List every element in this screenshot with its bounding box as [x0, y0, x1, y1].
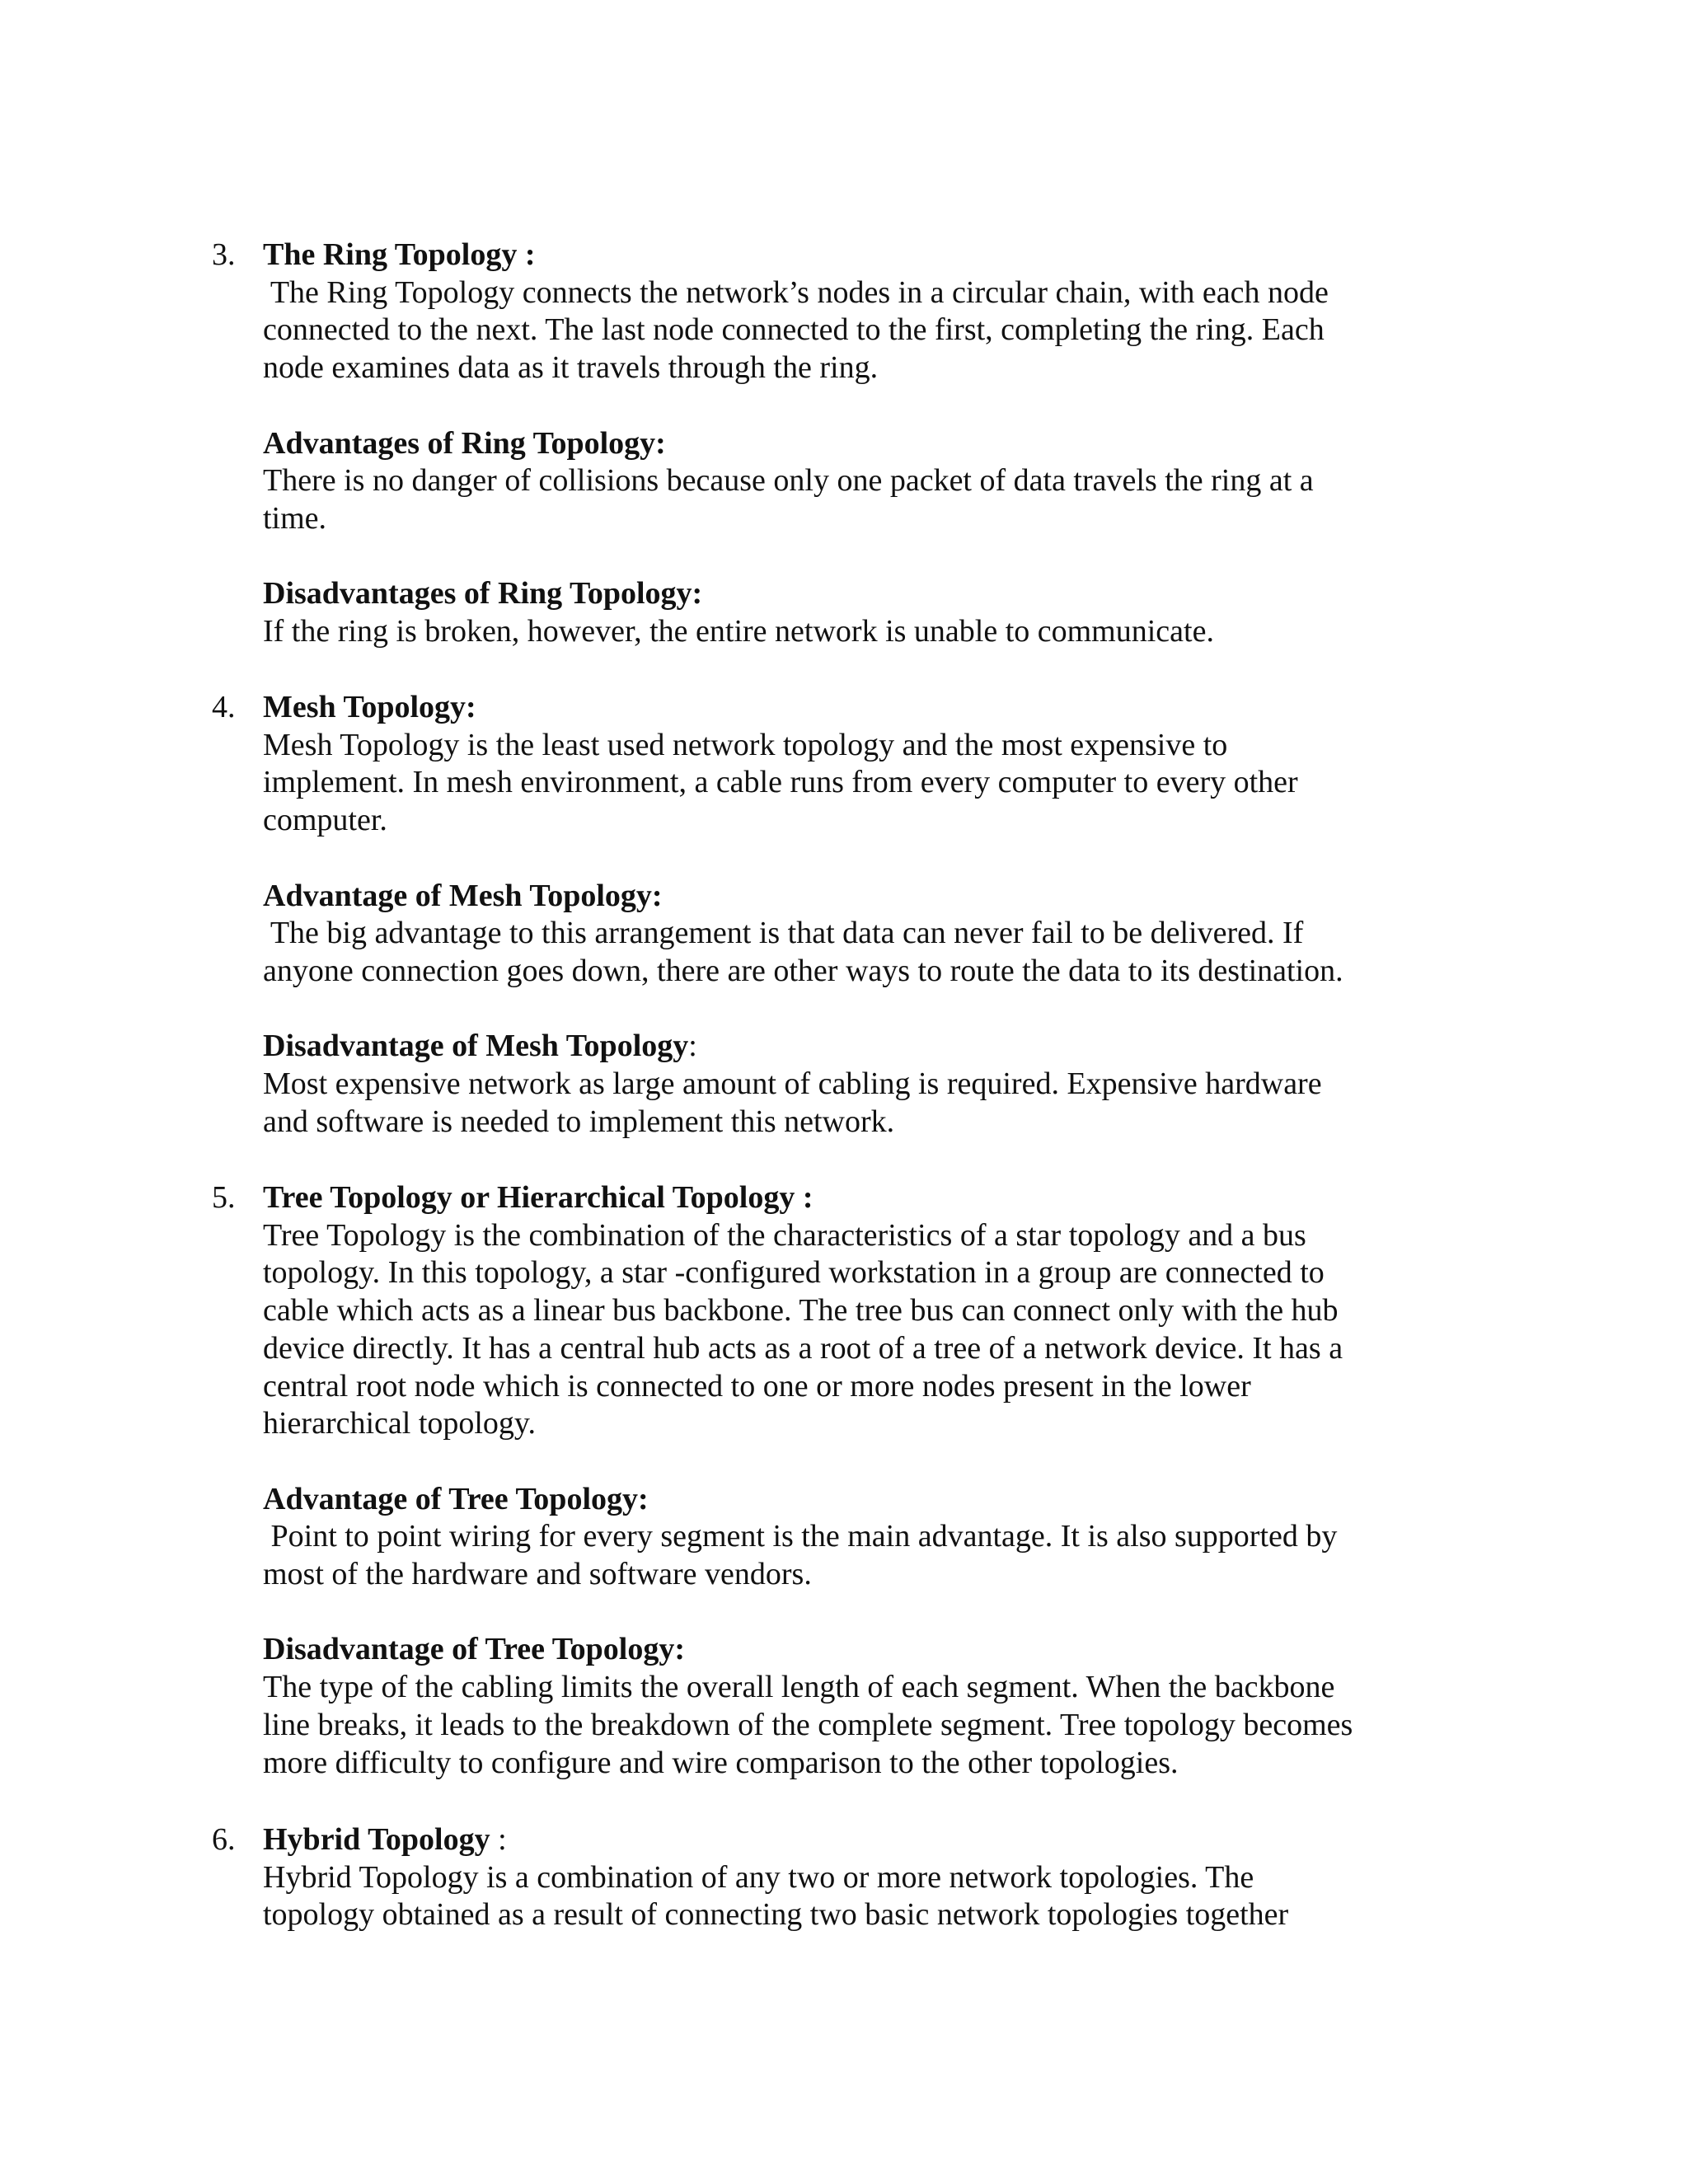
paragraph-line: hierarchical topology.: [263, 1406, 536, 1441]
item-number: 3.: [212, 237, 236, 272]
paragraph-line: connected to the next. The last node connected to the first, completing the ring. Each: [263, 312, 1325, 348]
spacer: [263, 387, 1450, 425]
paragraph-line: implement. In mesh environment, a cable runs from every computer to every other: [263, 765, 1298, 800]
section-title-line: [263, 1821, 1450, 1859]
disadvantage-heading-line: [263, 1028, 1450, 1066]
paragraph-line: cable which acts as a linear bus backbone. The tree bus can connect only with the hub: [263, 1293, 1339, 1329]
section-title: Tree Topology or Hierarchical Topology :: [263, 1180, 814, 1215]
paragraph-line: most of the hardware and software vendors.: [263, 1557, 812, 1592]
paragraph-line: Tree Topology is the combination of the characteristics of a star topology and a bus: [263, 1217, 1306, 1253]
disadvantage-heading: Disadvantages of Ring Topology:: [263, 576, 703, 612]
disadvantage-heading: Disadvantage of Mesh Topology: [263, 1029, 689, 1064]
advantage-heading: Advantages of Ring Topology:: [263, 425, 666, 461]
paragraph-line: node examines data as it travels through the ring.: [263, 350, 879, 386]
paragraph-line: more difficulty to configure and wire comparison to the other topologies.: [263, 1745, 1179, 1780]
advantage-heading: Advantage of Tree Topology:: [263, 1481, 649, 1516]
paragraph-line: topology obtained as a result of connecting two basic network topologies together: [263, 1897, 1289, 1933]
paragraph-line: Hybrid Topology is a combination of any two or more network topologies. The: [263, 1859, 1254, 1895]
paragraph-line: computer.: [263, 803, 387, 838]
section-title: Hybrid Topology: [263, 1822, 490, 1857]
spacer: [263, 1443, 1450, 1481]
paragraph-line: Mesh Topology is the least used network topology and the most expensive to: [263, 727, 1228, 762]
spacer: [263, 991, 1450, 1029]
paragraph-line: Most expensive network as large amount of cabling is required. Expensive hardware: [263, 1066, 1322, 1101]
paragraph-line: Point to point wiring for every segment is the main advantage. It is also supported by: [263, 1519, 1338, 1554]
section-title: The Ring Topology :: [263, 237, 536, 272]
title-colon: :: [490, 1822, 507, 1857]
item-number: 6.: [212, 1822, 236, 1857]
item-body: [263, 237, 1450, 651]
section-title: Mesh Topology:: [263, 690, 476, 724]
advantage-heading: Advantage of Mesh Topology:: [263, 878, 663, 913]
item-body: [263, 689, 1450, 1141]
item-body: [263, 1179, 1450, 1782]
spacer: [263, 538, 1450, 576]
paragraph-line: anyone connection goes down, there are other ways to route the data to its destination.: [263, 953, 1343, 988]
spacer: [263, 1594, 1450, 1632]
paragraph-line: line breaks, it leads to the breakdown of the complete segment. Tree topology becomes: [263, 1707, 1353, 1742]
item-body: [263, 1821, 1450, 1934]
item-number: 5.: [212, 1180, 236, 1215]
paragraph-line: The big advantage to this arrangement is that data can never fail to be delivered. If: [263, 916, 1304, 951]
disadvantage-heading: Disadvantage of Tree Topology:: [263, 1632, 685, 1667]
paragraph-line: time.: [263, 500, 327, 536]
spacer: [263, 840, 1450, 878]
paragraph-line: The type of the cabling limits the overall length of each segment. When the backbone: [263, 1670, 1335, 1705]
heading-colon: :: [688, 1029, 697, 1064]
paragraph-line: The Ring Topology connects the network’s nodes in a circular chain, with each node: [263, 274, 1329, 310]
paragraph-line: central root node which is connected to one or more nodes present in the lower: [263, 1368, 1251, 1404]
item-number: 4.: [212, 690, 236, 724]
paragraph-line: topology. In this topology, a star -configured workstation in a group are connected to: [263, 1255, 1325, 1291]
paragraph-line: There is no danger of collisions because only one packet of data travels the ring at a: [263, 463, 1314, 499]
paragraph-line: device directly. It has a central hub acts as a root of a tree of a network device. It has a: [263, 1330, 1343, 1366]
paragraph-line: If the ring is broken, however, the entire network is unable to communicate.: [263, 614, 1214, 649]
paragraph-line: and software is needed to implement this network.: [263, 1104, 895, 1139]
